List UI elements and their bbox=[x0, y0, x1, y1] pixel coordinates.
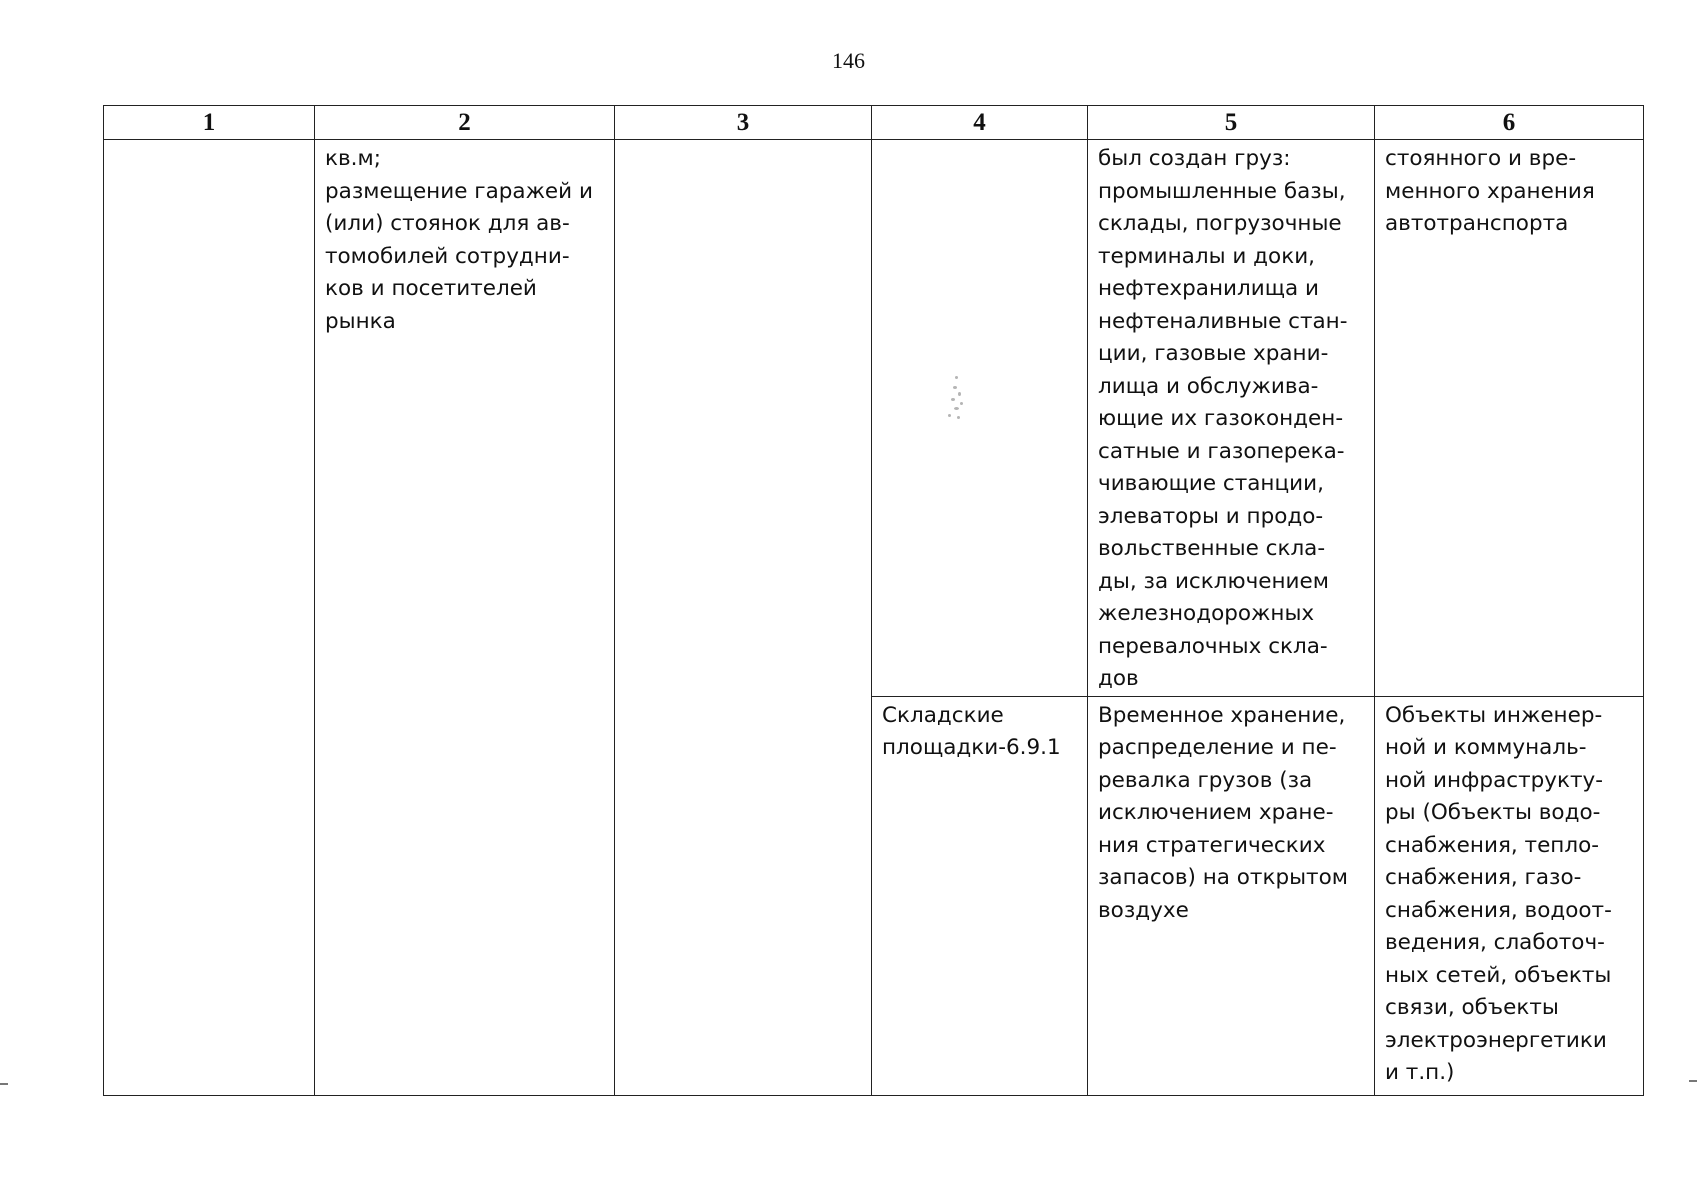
cell-auxiliary-use bbox=[1375, 696, 1644, 1095]
column-header-5: 5 bbox=[1088, 106, 1375, 140]
scan-speck-mark bbox=[945, 376, 969, 422]
cell-text-description: был создан груз: промышленные базы, склады, погрузочные терминалы и доки, нефтехранилища и нефтеналивные стан- ции, газовые храни- лища и обслужива- ющие их газоконден- сатные и газоперека- чивающие станции, элеваторы и продо- вольственные скла- ды, за исключением железнодорожных перевалочных скла- дов bbox=[1098, 146, 1348, 691]
cell-description bbox=[1088, 140, 1375, 697]
column-header-6: 6 bbox=[1375, 106, 1644, 140]
page-number: 146 bbox=[832, 48, 865, 73]
column-header-1: 1 bbox=[104, 106, 315, 140]
cell-text-auxiliary-use: стоянного и вре- менного хранения автотранспорта bbox=[1385, 146, 1595, 236]
scan-edge-mark-left bbox=[0, 1083, 8, 1085]
table-header-row bbox=[104, 106, 1644, 140]
cell-col4 bbox=[872, 140, 1088, 697]
cell-text-description: Временное хранение, распределение и пе- ревалка грузов (за исключением хране- ния стратегических запасов) на открытом воздухе bbox=[1098, 702, 1348, 923]
cell-col1 bbox=[104, 140, 315, 1096]
cell-text-auxiliary-use: Объекты инженер- ной и коммуналь- ной инфраструкту- ры (Объекты водо- снабжения, тепло- снабжения, газо- снабжения, водоот- ведения, слаботоч- ных сетей, объекты связи, объекты электроэнергетики и т.п.) bbox=[1385, 702, 1612, 1085]
scan-edge-mark-right bbox=[1689, 1080, 1697, 1082]
cell-text-use-type: Складские площадки-6.9.1 bbox=[882, 702, 1061, 760]
column-header-2: 2 bbox=[315, 106, 615, 140]
column-header-4: 4 bbox=[872, 106, 1088, 140]
cell-col3 bbox=[615, 140, 872, 1096]
land-use-table bbox=[103, 105, 1644, 1096]
cell-use-type bbox=[872, 696, 1088, 1095]
cell-text-permitted-use: кв.м; размещение гаражей и (или) стоянок для ав- томобилей сотрудни- ков и посетителей рынка bbox=[325, 146, 593, 334]
cell-description bbox=[1088, 696, 1375, 1095]
column-header-3: 3 bbox=[615, 106, 872, 140]
cell-permitted-use bbox=[315, 140, 615, 1096]
cell-auxiliary-use bbox=[1375, 140, 1644, 697]
table-row bbox=[104, 140, 1644, 697]
